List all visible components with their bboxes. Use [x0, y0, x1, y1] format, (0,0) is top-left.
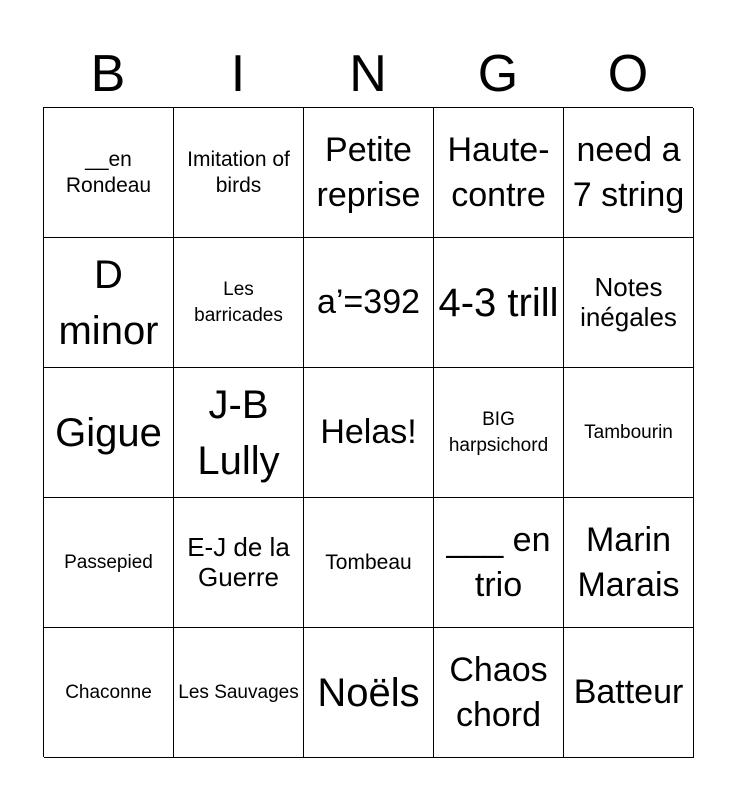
bingo-cell[interactable] — [304, 628, 434, 758]
header-letter-n: N — [349, 45, 387, 103]
bingo-board — [43, 107, 693, 757]
bingo-cell[interactable] — [564, 628, 694, 758]
cell-label: Marin Marais — [577, 521, 680, 604]
bingo-cell[interactable] — [174, 498, 304, 628]
cell-label: Tombeau — [325, 550, 412, 574]
header-letter-i: I — [230, 45, 246, 103]
bingo-cell[interactable] — [564, 108, 694, 238]
bingo-cell[interactable] — [174, 108, 304, 238]
cell-label: __en Rondeau — [65, 148, 152, 197]
cell-label: Notes inégales — [580, 271, 677, 332]
bingo-cell[interactable] — [44, 108, 174, 238]
bingo-cell[interactable] — [434, 238, 564, 368]
bingo-cell[interactable] — [434, 368, 564, 498]
cell-label: Gigue — [55, 410, 162, 455]
bingo-cell[interactable] — [304, 368, 434, 498]
cell-label: Les Sauvages — [178, 681, 299, 703]
bingo-cell[interactable] — [174, 368, 304, 498]
header-letter-o: O — [607, 45, 649, 103]
cell-label: Chaos chord — [449, 651, 548, 734]
bingo-cell[interactable] — [434, 108, 564, 238]
cell-label: Passepied — [64, 551, 153, 573]
cell-label: Batteur — [573, 673, 684, 712]
bingo-cell[interactable] — [564, 498, 694, 628]
bingo-cell[interactable] — [44, 628, 174, 758]
bingo-header — [43, 40, 693, 108]
cell-label: Imitation of birds — [187, 148, 290, 197]
cell-label: Noëls — [317, 670, 420, 715]
bingo-cell[interactable] — [44, 368, 174, 498]
cell-label: Chaconne — [65, 681, 152, 703]
bingo-cell[interactable] — [44, 238, 174, 368]
bingo-cell[interactable] — [434, 498, 564, 628]
header-letter-g: G — [477, 45, 519, 103]
cell-label: Les barricades — [194, 278, 283, 326]
cell-label: Petite reprise — [316, 131, 421, 214]
cell-label: Tambourin — [584, 421, 673, 443]
cell-label: D minor — [58, 252, 159, 353]
bingo-cell[interactable] — [564, 368, 694, 498]
cell-label: E-J de la Guerre — [187, 531, 290, 592]
bingo-cell[interactable] — [304, 238, 434, 368]
bingo-cell[interactable] — [44, 498, 174, 628]
cell-label: need a 7 string — [572, 131, 685, 214]
header-letter-b: B — [90, 45, 126, 103]
cell-label: Haute-contre — [447, 131, 550, 214]
bingo-cell[interactable] — [304, 108, 434, 238]
cell-label: Helas! — [320, 413, 417, 452]
bingo-cell[interactable] — [434, 628, 564, 758]
cell-label: BIG harpsichord — [448, 408, 549, 456]
bingo-cell[interactable] — [564, 238, 694, 368]
bingo-cell[interactable] — [174, 628, 304, 758]
cell-label: J-B Lully — [197, 382, 280, 483]
cell-label: ___ en trio — [446, 521, 551, 604]
cell-label: a’=392 — [316, 283, 421, 322]
cell-label: 4-3 trill — [438, 280, 559, 325]
bingo-cell[interactable] — [174, 238, 304, 368]
bingo-cell[interactable] — [304, 498, 434, 628]
